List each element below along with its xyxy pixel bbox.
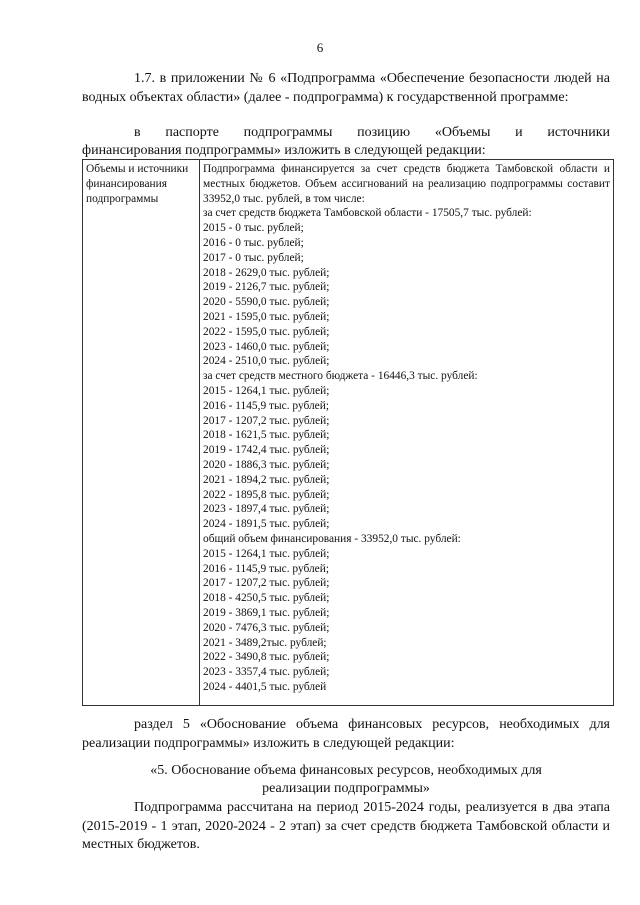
financing-line: 2024 - 4401,5 тыс. рублей [203, 680, 327, 693]
financing-line: 2015 - 0 тыс. рублей; [203, 222, 304, 235]
financing-line: 2020 - 1886,3 тыс. рублей; [203, 458, 330, 471]
section-5-heading-line-2: реализации подпрограммы» [262, 781, 430, 796]
financing-line: 2019 - 3869,1 тыс. рублей; [203, 606, 330, 619]
financing-line: общий объем финансирования - 33952,0 тыс. рублей: [203, 532, 461, 545]
section-5-heading-line-1: «5. Обоснование объема финансовых ресурсов, необходимых для [150, 763, 542, 778]
financing-line: 2021 - 1894,2 тыс. рублей; [203, 473, 330, 486]
financing-line: 2018 - 4250,5 тыс. рублей; [203, 592, 330, 605]
financing-line: 2022 - 1895,8 тыс. рублей; [203, 488, 330, 501]
intro-paragraph-2-line-1: в паспорте подпрограммы позицию «Объемы и источники [134, 125, 610, 140]
financing-line: 2020 - 5590,0 тыс. рублей; [203, 296, 330, 309]
intro-paragraph-2-line-2: финансирования подпрограммы» изложить в следующей редакции: [82, 143, 486, 158]
financing-table [82, 159, 614, 706]
financing-line: 2023 - 3357,4 тыс. рублей; [203, 666, 330, 679]
financing-line: 2022 - 3490,8 тыс. рублей; [203, 651, 330, 664]
financing-line: 2023 - 1460,0 тыс. рублей; [203, 340, 330, 353]
financing-line: 2024 - 1891,5 тыс. рублей; [203, 518, 330, 531]
financing-line: 2019 - 2126,7 тыс. рублей; [203, 281, 330, 294]
financing-line: 2018 - 1621,5 тыс. рублей; [203, 429, 330, 442]
section-5-instruction: раздел 5 «Обоснование объема финансовых ресурсов, необходимых для реализации подпрограммы» изложить в следующей редакции: [82, 717, 610, 751]
section-5-body: Подпрограмма рассчитана на период 2015-2024 годы, реализуется в два этапа (2015-2019 - 1 этап, 2020-2024 - 2 этап) за счет средств бюджета Тамбовской области и местных бюджетов. [82, 800, 610, 852]
financing-line: 2015 - 1264,1 тыс. рублей; [203, 384, 330, 397]
financing-intro-text: Подпрограмма финансируется за счет средств бюджета Тамбовской области и местных бюджетов. Объем ассигнований на реализацию подпрограммы составит 33952,0 тыс. рублей, в том числе: [203, 163, 610, 205]
financing-line: 2016 - 1145,9 тыс. рублей; [203, 562, 330, 575]
financing-line: 2021 - 1595,0 тыс. рублей; [203, 310, 330, 323]
financing-line: 2019 - 1742,4 тыс. рублей; [203, 444, 330, 457]
financing-line: за счет средств местного бюджета - 16446,3 тыс. рублей: [203, 370, 478, 383]
table-row [83, 160, 614, 706]
financing-line: 2017 - 0 тыс. рублей; [203, 251, 304, 264]
financing-line: 2023 - 1897,4 тыс. рублей; [203, 503, 330, 516]
financing-line: 2022 - 1595,0 тыс. рублей; [203, 325, 330, 338]
table-label-cell: Объемы и источники финансирования подпрограммы [83, 160, 200, 706]
financing-line: 2015 - 1264,1 тыс. рублей; [203, 547, 330, 560]
financing-line: 2017 - 1207,2 тыс. рублей; [203, 414, 330, 427]
financing-line: 2017 - 1207,2 тыс. рублей; [203, 577, 330, 590]
financing-line: 2020 - 7476,3 тыс. рублей; [203, 621, 330, 634]
financing-line: 2016 - 0 тыс. рублей; [203, 236, 304, 249]
financing-line: 2021 - 3489,2тыс. рублей; [203, 636, 327, 649]
financing-line: 2018 - 2629,0 тыс. рублей; [203, 266, 330, 279]
financing-line: за счет средств бюджета Тамбовской области - 17505,7 тыс. рублей: [203, 207, 532, 220]
intro-paragraph-1: 1.7. в приложении № 6 «Подпрограмма «Обеспечение безопасности людей на водных объектах области» (далее - подпрограмма) к государственной программе: [82, 71, 610, 105]
financing-line: 2024 - 2510,0 тыс. рублей; [203, 355, 330, 368]
financing-line: 2016 - 1145,9 тыс. рублей; [203, 399, 330, 412]
financing-lines [203, 206, 610, 694]
page-number: 6 [316, 40, 324, 55]
table-content-cell [200, 160, 614, 706]
